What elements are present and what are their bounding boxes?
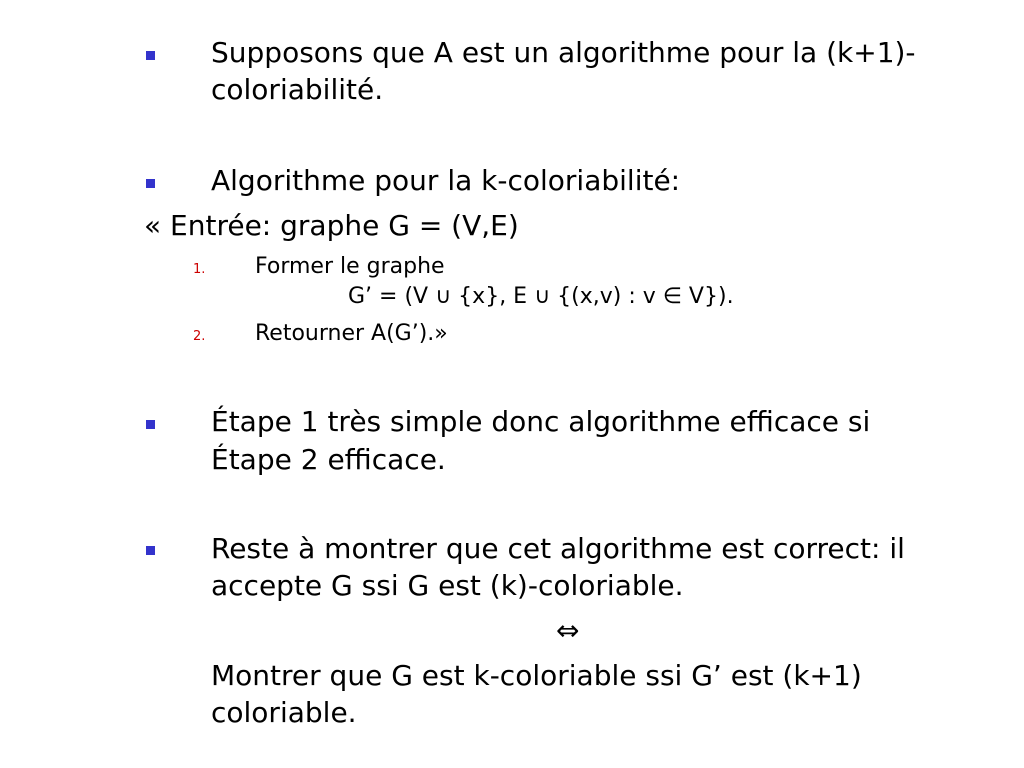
bullet-1-line-2: coloriabilité. — [211, 73, 384, 106]
bullet-square-icon — [146, 51, 155, 60]
step-2-line-1: Retourner A(G’).» — [255, 321, 448, 346]
step-2-number: 2. — [193, 329, 206, 344]
bullet-square-icon — [146, 179, 155, 188]
bullet-4-line-1: Reste à montrer que cet algorithme est correct: il — [211, 532, 905, 565]
equivalence-icon: ⇔ — [556, 614, 580, 647]
bullet-1-line-1: Supposons que A est un algorithme pour la (k+1)- — [211, 36, 916, 69]
step-1-number: 1. — [193, 262, 206, 277]
input-line: « Entrée: graphe G = (V,E) — [144, 209, 519, 242]
step-1-line-1: Former le graphe — [255, 254, 445, 279]
bullet-square-icon — [146, 546, 155, 555]
bullet-4-line-2: accepte G ssi G est (k)-coloriable. — [211, 569, 684, 602]
bullet-square-icon — [146, 420, 155, 429]
bullet-2-line-1: Algorithme pour la k-coloriabilité: — [211, 164, 681, 197]
conclusion-line-2: coloriable. — [211, 696, 357, 729]
bullet-3-line-2: Étape 2 efficace. — [211, 443, 446, 476]
conclusion-line-1: Montrer que G est k-coloriable ssi G’ est (k+1) — [211, 659, 862, 692]
step-1-line-2: G’ = (V ∪ {x}, E ∪ {(x,v) : v ∈ V}). — [348, 284, 734, 309]
bullet-3-line-1: Étape 1 très simple donc algorithme efficace si — [211, 405, 871, 438]
